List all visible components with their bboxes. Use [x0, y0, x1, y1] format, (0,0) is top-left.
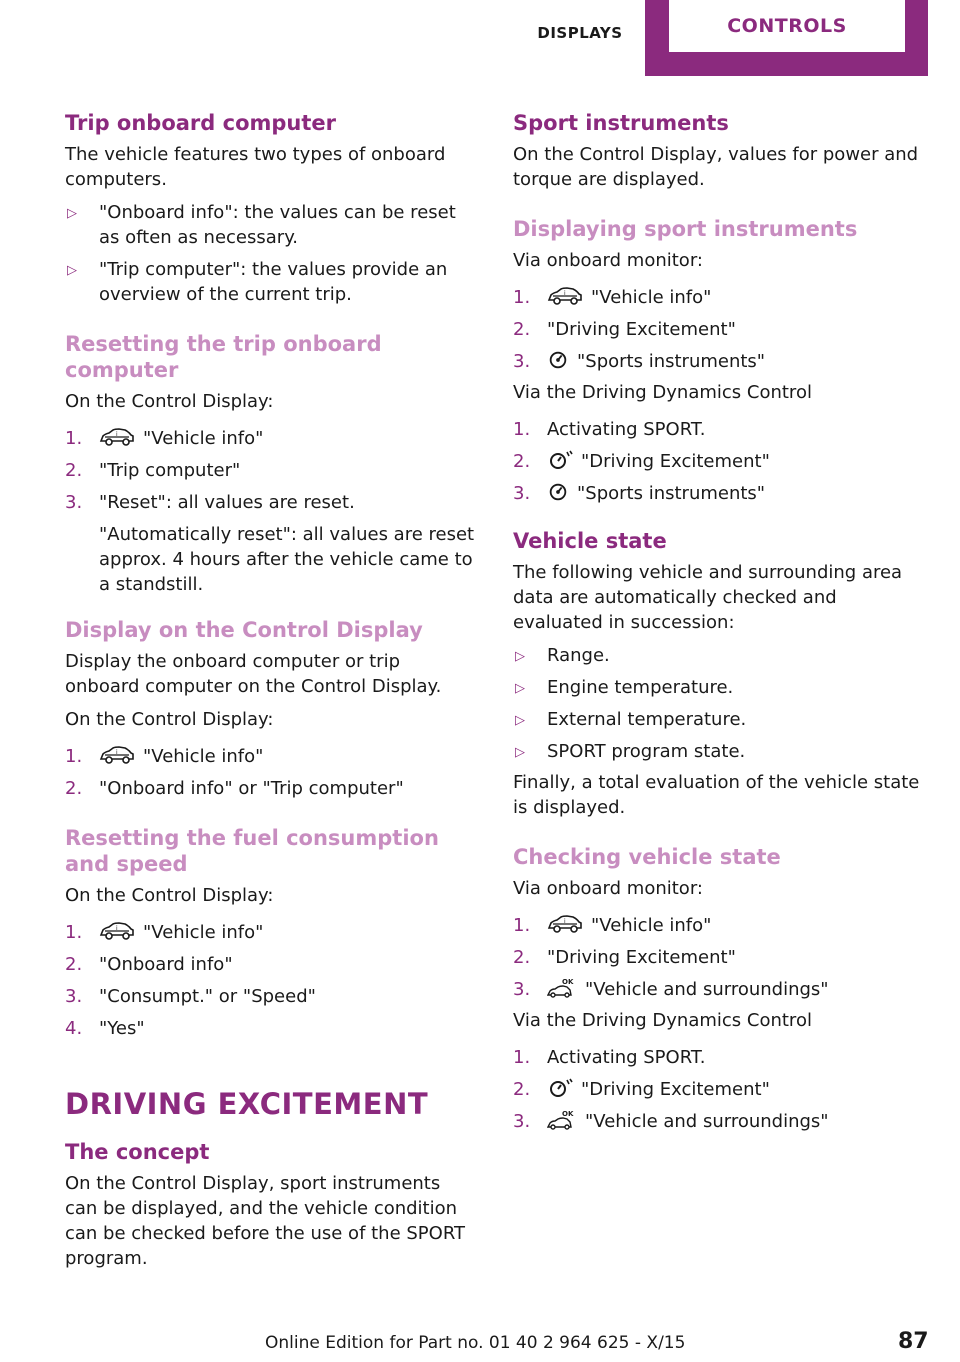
sport-instruments-heading: Sport instruments — [513, 111, 729, 135]
list-item: 3. "Vehicle and surroundings" — [513, 979, 829, 1000]
sport-intro: On the Control Display, values for power and torque are displayed. — [513, 144, 919, 190]
right-column — [513, 108, 923, 1134]
trip-types-list — [65, 200, 475, 307]
list-item: 3. "Consumpt." or "Speed" — [65, 986, 316, 1007]
triangle-bullet-icon: ▷ — [515, 713, 525, 728]
via-onboard-monitor: Via onboard monitor: — [513, 250, 703, 271]
vehicle-ok-icon — [547, 978, 577, 998]
reset-fuel-steps — [65, 920, 475, 1041]
triangle-bullet-icon: ▷ — [67, 263, 77, 278]
list-item: 2. "Driving Excitement" — [513, 1079, 770, 1100]
car-info-icon — [547, 914, 583, 934]
trip-computer-heading: Trip onboard computer — [65, 111, 337, 135]
reset-trip-heading: Resetting the trip onboard computer — [65, 332, 382, 382]
page-header — [0, 0, 960, 80]
check-state-heading: Checking vehicle state — [513, 845, 781, 869]
display-sport-heading: Displaying sport instruments — [513, 217, 858, 241]
concept-heading: The concept — [65, 1140, 210, 1164]
list-item: 2. "Onboard info" — [65, 954, 233, 975]
via-driving-dynamics: Via the Driving Dynamics Control — [513, 382, 812, 403]
list-item: 4. "Yes" — [65, 1018, 145, 1039]
list-item: 1. "Vehicle info" — [65, 746, 264, 767]
list-item: 3. "Sports instruments" — [513, 483, 766, 504]
list-item: 1. Activating SPORT. — [513, 419, 706, 440]
display-on-control: On the Control Display: — [65, 709, 274, 730]
check-steps-monitor — [513, 913, 923, 1002]
driving-excitement-icon — [547, 450, 573, 470]
display-control-heading: Display on the Control Display — [65, 618, 423, 642]
driving-excitement-heading: DRIVING EXCITEMENT — [65, 1087, 429, 1121]
check-via-onboard-monitor: Via onboard monitor: — [513, 878, 703, 899]
header-chapter-label: CONTROLS — [669, 0, 905, 52]
list-item: ▷ "Onboard info": the values can be reset as often as necessary. — [67, 202, 456, 248]
triangle-bullet-icon: ▷ — [67, 206, 77, 221]
triangle-bullet-icon: ▷ — [515, 745, 525, 760]
state-checks-list — [513, 643, 923, 764]
reset-trip-steps — [65, 426, 475, 515]
list-item: ▷ Engine temperature. — [513, 675, 923, 700]
car-info-icon — [99, 745, 135, 765]
sport-gauge-icon — [547, 350, 569, 370]
list-item: 2. "Driving Excitement" — [513, 319, 736, 340]
trip-intro: The vehicle features two types of onboard computers. — [65, 144, 446, 190]
list-item: 3. "Vehicle and surroundings" — [513, 1111, 829, 1132]
vehicle-state-heading: Vehicle state — [513, 529, 667, 553]
driving-excitement-icon — [547, 1078, 573, 1098]
list-item: 1. "Vehicle info" — [513, 915, 712, 936]
header-section-label: DISPLAYS — [537, 24, 623, 42]
list-item: 1. "Vehicle info" — [65, 922, 264, 943]
header-chapter-tab — [645, 0, 928, 76]
list-item: 1. "Vehicle info" — [513, 287, 712, 308]
list-item: 2. "Trip computer" — [65, 460, 241, 481]
concept-text: On the Control Display, sport instruments can be displayed, and the vehicle condition can be checked before the use of the SPORT program. — [65, 1173, 466, 1269]
display-sport-steps-ddc — [513, 417, 923, 506]
check-via-driving-dynamics: Via the Driving Dynamics Control — [513, 1010, 812, 1031]
page-footer — [0, 1331, 960, 1357]
auto-reset-note: "Automatically reset": all values are reset approx. 4 hours after the vehicle came to a standstill. — [99, 524, 475, 595]
list-item: 2. "Driving Excitement" — [513, 451, 770, 472]
list-item: ▷ "Trip computer": the values provide an overview of the current trip. — [67, 259, 448, 305]
reset-fuel-heading: Resetting the fuel consumption and speed — [65, 826, 439, 876]
edition-text: Online Edition for Part no. 01 40 2 964 625 - X/15 — [265, 1333, 686, 1353]
reset-trip-intro: On the Control Display: — [65, 391, 274, 412]
list-item: 3. "Sports instruments" — [513, 351, 766, 372]
state-intro: The following vehicle and surrounding area data are automatically checked and evaluated in succession: — [513, 562, 903, 633]
display-steps — [65, 744, 475, 801]
car-info-icon — [99, 427, 135, 447]
list-item: 2. "Driving Excitement" — [513, 947, 736, 968]
list-item: ▷ SPORT program state. — [513, 739, 923, 764]
list-item: 1. "Vehicle info" — [65, 428, 264, 449]
list-item: 3. "Reset": all values are reset. — [65, 492, 355, 513]
triangle-bullet-icon: ▷ — [515, 681, 525, 696]
check-steps-ddc — [513, 1045, 923, 1134]
page-number: 87 — [898, 1329, 929, 1354]
list-item: 1. Activating SPORT. — [513, 1047, 706, 1068]
car-info-icon — [547, 286, 583, 306]
list-item: ▷ Range. — [513, 643, 923, 668]
display-intro: Display the onboard computer or trip onboard computer on the Control Display. — [65, 651, 442, 697]
state-final: Finally, a total evaluation of the vehicle state is displayed. — [513, 772, 920, 818]
car-info-icon — [99, 921, 135, 941]
triangle-bullet-icon: ▷ — [515, 649, 525, 664]
list-item: 2. "Onboard info" or "Trip computer" — [65, 778, 404, 799]
vehicle-ok-icon — [547, 1110, 577, 1130]
display-sport-steps-monitor — [513, 285, 923, 374]
sport-gauge-icon — [547, 482, 569, 502]
reset-fuel-intro: On the Control Display: — [65, 885, 274, 906]
left-column — [65, 108, 475, 1271]
list-item: ▷ External temperature. — [513, 707, 923, 732]
